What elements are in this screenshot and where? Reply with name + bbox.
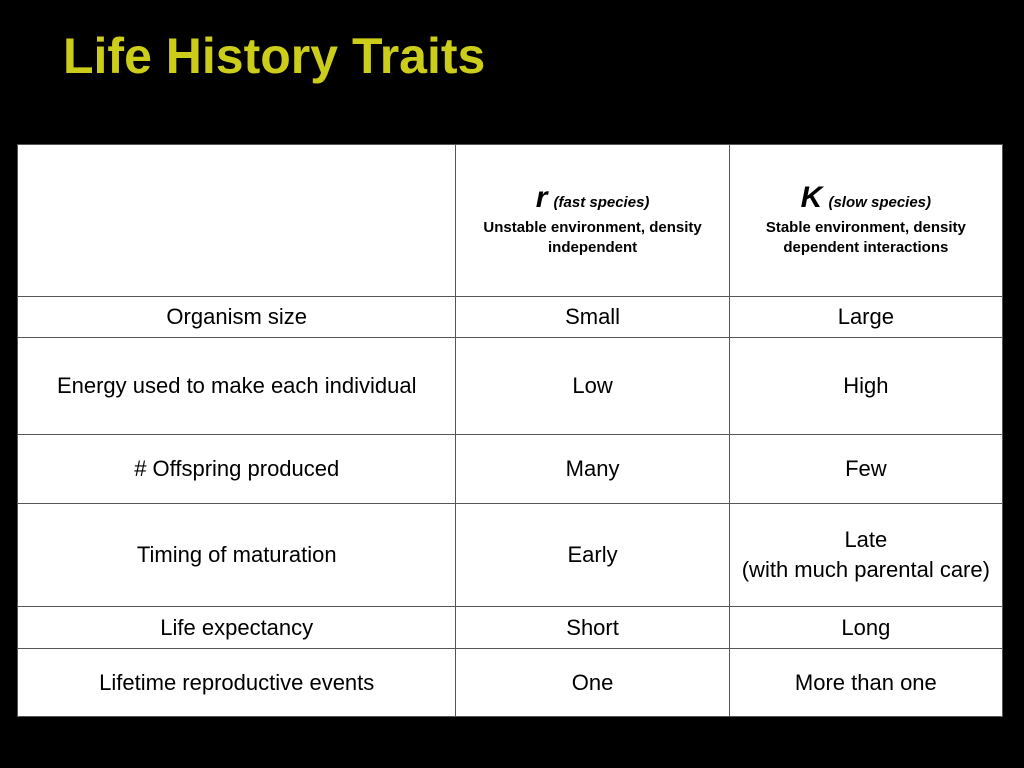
trait-cell: Timing of maturation [18,504,456,607]
trait-cell: Organism size [18,297,456,338]
trait-cell: Lifetime reproductive events [18,649,456,717]
k-value-cell: More than one [729,649,1002,717]
k-description: Stable environment, density dependent interactions [765,219,966,256]
r-value-cell: Small [456,297,729,338]
k-value-cell: Few [729,435,1002,504]
k-value-cell: High [729,338,1002,435]
header-r-cell [456,145,729,297]
k-symbol: K [800,181,823,214]
table-row [18,297,1003,338]
table-header-row [18,145,1003,297]
life-history-table [17,144,1003,717]
r-value-cell: Short [456,607,729,649]
table-row [18,435,1003,504]
header-k-cell [729,145,1002,297]
r-symbol: r [535,181,548,214]
slide-title: Life History Traits [63,28,486,84]
k-value-cell: Long [729,607,1002,649]
r-value-cell: Many [456,435,729,504]
k-subtitle: (slow species) [828,194,932,211]
header-corner-cell [18,145,456,297]
r-description: Unstable environment, density independent [483,219,702,256]
table-row [18,607,1003,649]
r-value-cell: One [456,649,729,717]
table-row [18,504,1003,607]
k-value-cell: Late (with much parental care) [729,504,1002,607]
table-row [18,338,1003,435]
trait-cell: # Offspring produced [18,435,456,504]
k-value-cell: Large [729,297,1002,338]
trait-cell: Energy used to make each individual [18,338,456,435]
r-subtitle: (fast species) [553,194,650,211]
r-value-cell: Early [456,504,729,607]
table-row [18,649,1003,717]
r-value-cell: Low [456,338,729,435]
trait-cell: Life expectancy [18,607,456,649]
